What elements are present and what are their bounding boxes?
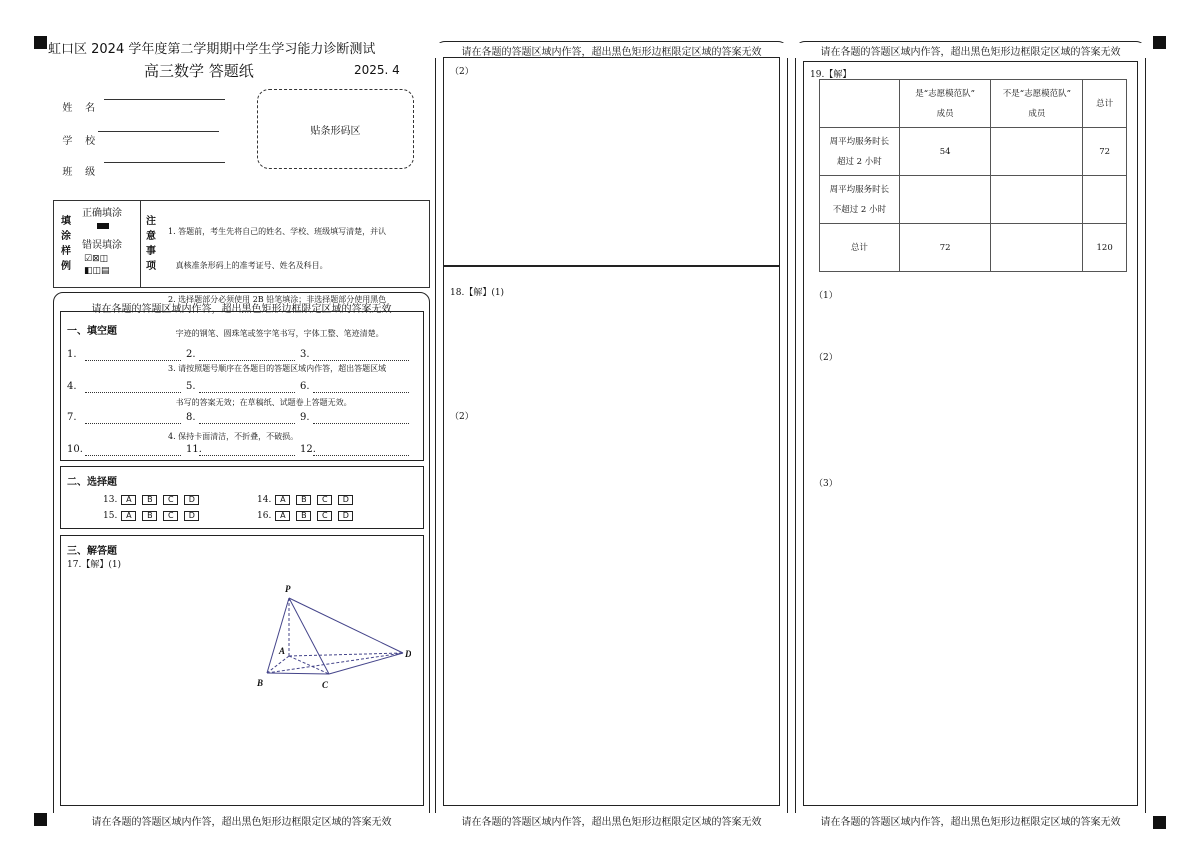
- blank-2[interactable]: [199, 360, 295, 361]
- corner-mark-top-right: [1153, 36, 1166, 49]
- vertex-label-d: D: [405, 649, 411, 659]
- blank-11[interactable]: [199, 455, 295, 456]
- warning-col3-top: 请在各题的答题区域内作答，超出黑色矩形边框限定区域的答案无效: [795, 43, 1146, 58]
- choice-13-a[interactable]: A: [121, 495, 136, 505]
- table-header-total: 总计: [1083, 80, 1127, 128]
- pyramid-figure: [251, 578, 411, 693]
- blank-6[interactable]: [313, 392, 409, 393]
- school-label: 学 校: [62, 136, 96, 147]
- choice-16-b[interactable]: B: [296, 511, 311, 521]
- barcode-area: [257, 89, 414, 169]
- question-14-row: 14. A B C D: [257, 495, 359, 505]
- choice-14-d[interactable]: D: [338, 495, 353, 505]
- question-19-area[interactable]: [803, 61, 1138, 806]
- table-row: 总计 72 120: [820, 224, 1127, 272]
- question-19-label: 19.【解】: [810, 70, 852, 80]
- vertex-label-a: A: [279, 646, 286, 656]
- warning-col2-bottom: 请在各题的答题区域内作答，超出黑色矩形边框限定区域的答案无效: [435, 813, 788, 828]
- edge-cd: [329, 653, 403, 674]
- section1-title: 一、填空题: [67, 326, 117, 337]
- edge-ab: [267, 656, 289, 673]
- barcode-label: 贴条形码区: [310, 125, 361, 137]
- blank-1[interactable]: [85, 360, 181, 361]
- question-17-label: 17.【解】(1): [67, 560, 122, 570]
- blank-label-9: 9.: [300, 412, 310, 423]
- wrong-fill-label: 错误填涂: [82, 240, 122, 251]
- vertex-label-p: P: [285, 584, 291, 594]
- statistics-table: [819, 79, 1127, 272]
- blank-5[interactable]: [199, 392, 295, 393]
- school-field[interactable]: [56, 121, 95, 147]
- table-header-non-member: 不是“志愿模范队” 成员: [991, 80, 1083, 128]
- blank-10[interactable]: [85, 455, 181, 456]
- table-cell-blank[interactable]: [899, 176, 991, 224]
- blank-label-1: 1.: [67, 349, 77, 360]
- choice-13-c[interactable]: C: [163, 495, 178, 505]
- choice-16-d[interactable]: D: [338, 511, 353, 521]
- blank-4[interactable]: [85, 392, 181, 393]
- notes-list: 1. 答题前，考生先将自己的姓名、学校、班级填写清楚，并认 真核准条形码上的准考证号、姓名及科目。 2. 选择题部分必须使用 2B 铅笔填涂；非选择题部分使用黑色 字迹的钢笔、圆珠笔或签字笔书写，字体工整、笔迹清楚。 3. 请按照题号顺序在各题目的答题区域内作答，超出答题区域 书写的答案无效；在草稿纸、试题卷上答题无效。 4. 保持卡面清洁，不折叠，不破损。: [168, 226, 387, 442]
- blank-label-2: 2.: [186, 349, 196, 360]
- question-17-part2-label: （2）: [450, 67, 474, 77]
- choice-13-b[interactable]: B: [142, 495, 157, 505]
- correct-fill-label: 正确填涂: [82, 208, 122, 219]
- vertex-label-c: C: [322, 680, 329, 690]
- blank-12[interactable]: [313, 455, 409, 456]
- corner-mark-bottom-left: [34, 813, 47, 826]
- warning-col1-bottom: 请在各题的答题区域内作答，超出黑色矩形边框限定区域的答案无效: [53, 813, 430, 828]
- corner-mark-top-left: [34, 36, 47, 49]
- multiple-choice-section: [60, 466, 424, 529]
- table-cell-blank[interactable]: [1083, 176, 1127, 224]
- class-field[interactable]: [56, 152, 95, 178]
- table-cell-blank[interactable]: [991, 176, 1083, 224]
- blank-label-3: 3.: [300, 349, 310, 360]
- section3-title: 三、解答题: [67, 546, 117, 557]
- table-cell-blank[interactable]: [991, 224, 1083, 272]
- blank-label-12: 12.: [300, 444, 316, 455]
- exam-subtitle: 高三数学 答题纸: [144, 62, 254, 80]
- blank-label-4: 4.: [67, 381, 77, 392]
- edge-pd: [289, 598, 403, 653]
- notes-side-label: 注 意 事 项: [146, 216, 156, 272]
- warning-col3-bottom: 请在各题的答题区域内作答，超出黑色矩形边框限定区域的答案无效: [795, 813, 1146, 828]
- section2-title: 二、选择题: [67, 477, 117, 488]
- question-19-part2-label: （2）: [814, 353, 838, 363]
- blank-label-5: 5.: [186, 381, 196, 392]
- exam-title: 虹口区 2024 学年度第二学期期中学生学习能力诊断测试: [48, 42, 376, 57]
- blank-label-7: 7.: [67, 412, 77, 423]
- table-row: 周平均服务时长 超过 2 小时 54 72: [820, 128, 1127, 176]
- choice-14-a[interactable]: A: [275, 495, 290, 505]
- question-15-row: 15. A B C D: [103, 511, 205, 521]
- edge-bc: [267, 673, 329, 674]
- wrong-fill-examples: ☑⊠◫ ◧◫▤: [84, 254, 110, 276]
- name-underline[interactable]: [104, 99, 225, 100]
- choice-15-a[interactable]: A: [121, 511, 136, 521]
- choice-16-c[interactable]: C: [317, 511, 332, 521]
- choice-15-d[interactable]: D: [184, 511, 199, 521]
- choice-14-c[interactable]: C: [317, 495, 332, 505]
- blank-label-8: 8.: [186, 412, 196, 423]
- class-underline[interactable]: [104, 162, 225, 163]
- blank-9[interactable]: [313, 423, 409, 424]
- table-header-member: 是“志愿模范队” 成员: [899, 80, 991, 128]
- fill-blank-section: [60, 311, 424, 461]
- question-19-part1-label: （1）: [814, 291, 838, 301]
- blank-label-11: 11.: [186, 444, 202, 455]
- free-response-section[interactable]: [60, 535, 424, 806]
- table-cell-blank[interactable]: [991, 128, 1083, 176]
- edge-pc: [289, 598, 329, 674]
- class-label: 班 级: [62, 167, 96, 178]
- table-row: 周平均服务时长 不超过 2 小时: [820, 176, 1127, 224]
- question-16-row: 16. A B C D: [257, 511, 359, 521]
- blank-7[interactable]: [85, 423, 181, 424]
- edge-pb: [267, 598, 289, 673]
- corner-mark-bottom-right: [1153, 816, 1166, 829]
- table-header-corner: [820, 80, 900, 128]
- edge-bd: [267, 653, 403, 673]
- school-underline[interactable]: [98, 131, 219, 132]
- question-19-part3-label: （3）: [814, 479, 838, 489]
- question-17-part2-area[interactable]: [443, 57, 780, 266]
- blank-3[interactable]: [313, 360, 409, 361]
- correct-fill-mark: [97, 223, 109, 229]
- fill-example-side-label: 填 涂 样 例: [61, 216, 71, 272]
- question-18-area[interactable]: [443, 266, 780, 806]
- warning-col2-top: 请在各题的答题区域内作答，超出黑色矩形边框限定区域的答案无效: [435, 43, 788, 58]
- choice-15-b[interactable]: B: [142, 511, 157, 521]
- warning-col1-top: 请在各题的答题区域内作答，超出黑色矩形边框限定区域的答案无效: [91, 304, 392, 315]
- blank-8[interactable]: [199, 423, 295, 424]
- name-field[interactable]: [56, 88, 95, 114]
- vertex-label-b: B: [257, 678, 264, 688]
- name-label: 姓 名: [62, 103, 96, 114]
- choice-14-b[interactable]: B: [296, 495, 311, 505]
- blank-label-10: 10.: [67, 444, 83, 455]
- question-18-label: 18.【解】(1): [450, 288, 505, 298]
- question-13-row: 13. A B C D: [103, 495, 205, 505]
- choice-13-d[interactable]: D: [184, 495, 199, 505]
- blank-label-6: 6.: [300, 381, 310, 392]
- question-18-part2-label: （2）: [450, 412, 474, 422]
- choice-16-a[interactable]: A: [275, 511, 290, 521]
- choice-15-c[interactable]: C: [163, 511, 178, 521]
- exam-date: 2025. 4: [354, 63, 400, 77]
